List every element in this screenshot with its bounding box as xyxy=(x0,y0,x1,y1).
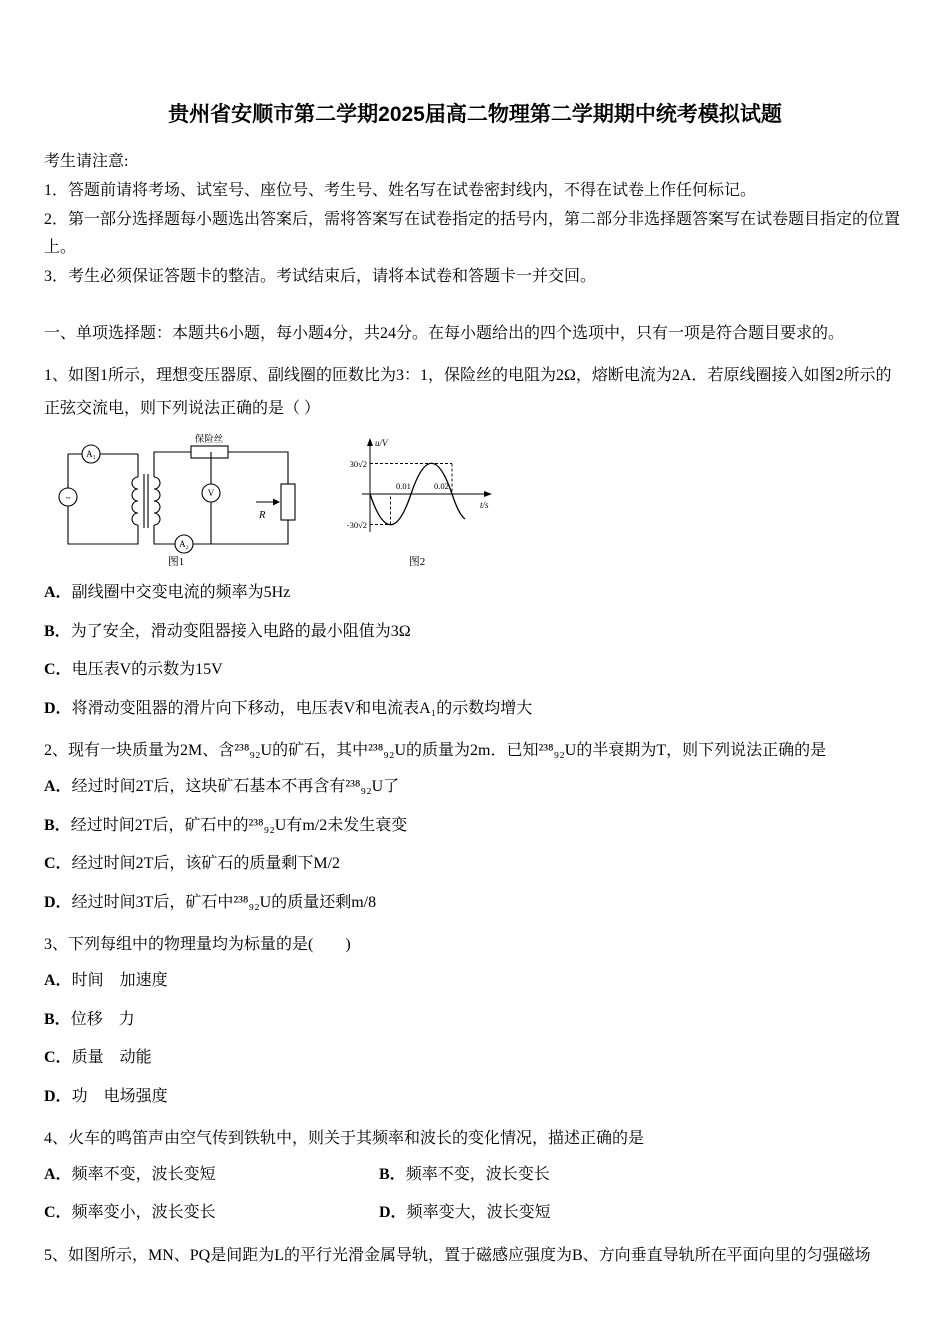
option-text: 功 电场强度 xyxy=(71,1087,168,1105)
option-label: A． xyxy=(44,971,72,989)
option-text: 频率变小，波长变长 xyxy=(71,1204,216,1222)
q2-option-a xyxy=(44,774,906,800)
option-text: 经过时间3T后，矿石中²³⁸₉₂U的质量还剩m/8 xyxy=(71,893,377,911)
dashed-guide-trough xyxy=(370,494,391,525)
rheostat-slider-arrowhead xyxy=(273,498,280,505)
figure-2-graph xyxy=(332,432,507,570)
fuse-label: 保险丝 xyxy=(194,434,224,445)
notice-header: 考生请注意: xyxy=(44,153,129,170)
q1-options xyxy=(44,580,906,721)
q2-stem: 2、现有一块质量为2M、含²³⁸₉₂U的矿石，其中²³⁸₉₂U的质量为2m．已知²³⁸₉₂U的半衰期为T，则下列说法正确的是 xyxy=(44,742,827,760)
option-label: A． xyxy=(44,1165,72,1183)
option-label: B． xyxy=(44,1010,71,1028)
option-label: D． xyxy=(44,699,72,717)
primary-coil xyxy=(132,477,138,525)
option-label: D． xyxy=(44,893,72,911)
figure-2-caption: 图2 xyxy=(408,555,426,568)
rheostat-label: R xyxy=(259,509,266,521)
q3-option-d xyxy=(44,1084,906,1110)
option-text: 将滑动变阻器的滑片向下移动，电压表V和电流表A₁的示数均增大 xyxy=(71,699,533,717)
option-text: 频率变大，波长变短 xyxy=(406,1204,551,1222)
option-label: B． xyxy=(44,622,71,640)
y-min-tick: -30√2 xyxy=(346,519,367,530)
q3-options xyxy=(44,968,906,1109)
option-text: 时间 加速度 xyxy=(71,971,168,989)
t1-tick: 0.01 xyxy=(396,480,411,491)
q4-option-a xyxy=(44,1162,379,1188)
figure-1-caption: 图1 xyxy=(167,555,185,568)
q3-option-b xyxy=(44,1007,906,1033)
ammeter-1-label: A₁ xyxy=(86,448,96,459)
q4-option-c xyxy=(44,1200,379,1226)
q1-figure xyxy=(56,432,906,570)
x-axis-arrowhead xyxy=(484,491,492,497)
option-text: 副线圈中交变电流的频率为5Hz xyxy=(71,583,291,601)
option-text: 经过时间2T后，该矿石的质量剩下M/2 xyxy=(71,855,341,873)
option-text: 位移 力 xyxy=(70,1010,135,1028)
option-label: C． xyxy=(44,661,72,679)
option-text: 频率不变，波长变长 xyxy=(405,1165,550,1183)
notice-item-2: 2．第一部分选择题每小题选出答案后，需将答案写在试卷指定的括号内，第二部分非选择题答案写在试卷题目指定的位置上。 xyxy=(44,210,901,257)
x-axis-label: t/s xyxy=(480,499,489,510)
q5-stem: 5、如图所示，MN、PQ是间距为L的平行光滑金属导轨，置于磁感应强度为B、方向垂直导轨所在平面向里的匀强磁场 xyxy=(44,1247,871,1265)
q4-options xyxy=(44,1162,906,1226)
q2-option-d xyxy=(44,890,906,916)
q3-stem: 3、下列每组中的物理量均为标量的是( ) xyxy=(44,936,351,954)
section-header: 一、单项选择题：本题共6小题，每小题4分，共24分。在每小题给出的四个选项中，只有一项是符合题目要求的。 xyxy=(44,324,845,342)
q2-option-b xyxy=(44,813,906,839)
option-text: 电压表V的示数为15V xyxy=(71,661,223,679)
notice-item-3: 3．考生必须保证答题卡的整洁。考试结束后，请将本试卷和答题卡一并交回。 xyxy=(44,268,597,286)
option-text: 经过时间2T后，矿石中的²³⁸₉₂U有m/2未发生衰变 xyxy=(70,816,408,834)
ammeter-2-label: A₂ xyxy=(179,538,189,549)
option-label: B． xyxy=(379,1165,406,1183)
secondary-coil xyxy=(154,477,160,525)
q1-option-a xyxy=(44,580,906,606)
y-max-tick: 30√2 xyxy=(349,458,367,469)
option-text: 为了安全，滑动变阻器接入电路的最小阻值为3Ω xyxy=(70,622,411,640)
y-axis-arrowhead xyxy=(367,438,373,446)
transformer-core xyxy=(144,474,148,528)
option-text: 质量 动能 xyxy=(71,1049,152,1067)
rheostat-box xyxy=(281,484,295,520)
q1-option-c xyxy=(44,657,906,683)
option-label: B． xyxy=(44,816,71,834)
option-label: A． xyxy=(44,777,72,795)
t2-tick: 0.02 xyxy=(434,480,449,491)
option-label: C． xyxy=(44,1049,72,1067)
figure-1-circuit xyxy=(56,432,306,570)
option-label: D． xyxy=(379,1204,407,1222)
fuse-box xyxy=(191,446,228,458)
q3-option-a xyxy=(44,968,906,994)
q2-options xyxy=(44,774,906,915)
q4-option-d xyxy=(379,1200,906,1226)
q3-option-c xyxy=(44,1045,906,1071)
q1-option-b xyxy=(44,619,906,645)
ac-source-label: ~ xyxy=(65,492,71,503)
option-label: A． xyxy=(44,583,72,601)
page-title: 贵州省安顺市第二学期2025届高二物理第二学期期中统考模拟试题 xyxy=(168,103,782,126)
option-text: 频率不变，波长变短 xyxy=(71,1165,216,1183)
option-text: 经过时间2T后，这块矿石基本不再含有²³⁸₉₂U了 xyxy=(71,777,400,795)
option-label: C． xyxy=(44,1204,72,1222)
secondary-wires xyxy=(154,452,288,544)
option-label: D． xyxy=(44,1087,72,1105)
option-label: C． xyxy=(44,855,72,873)
q1-stem: 1、如图1所示，理想变压器原、副线圈的匝数比为3：1，保险丝的电阻为2Ω，熔断电流为2A．若原线圈接入如图2所示的正弦交流电，则下列说法正确的是（ ） xyxy=(44,366,892,418)
voltmeter-label: V xyxy=(207,487,215,498)
y-axis-label: u/V xyxy=(375,437,388,448)
q2-option-c xyxy=(44,851,906,877)
q4-stem: 4、火车的鸣笛声由空气传到铁轨中，则关于其频率和波长的变化情况，描述正确的是 xyxy=(44,1130,645,1148)
q1-option-d xyxy=(44,696,906,722)
notice-block xyxy=(44,148,906,292)
q4-option-b xyxy=(379,1162,906,1188)
primary-wires xyxy=(65,454,138,544)
notice-item-1: 1．答题前请将考场、试室号、座位号、考生号、姓名写在试卷密封线内，不得在试卷上作任何标记。 xyxy=(44,181,757,199)
